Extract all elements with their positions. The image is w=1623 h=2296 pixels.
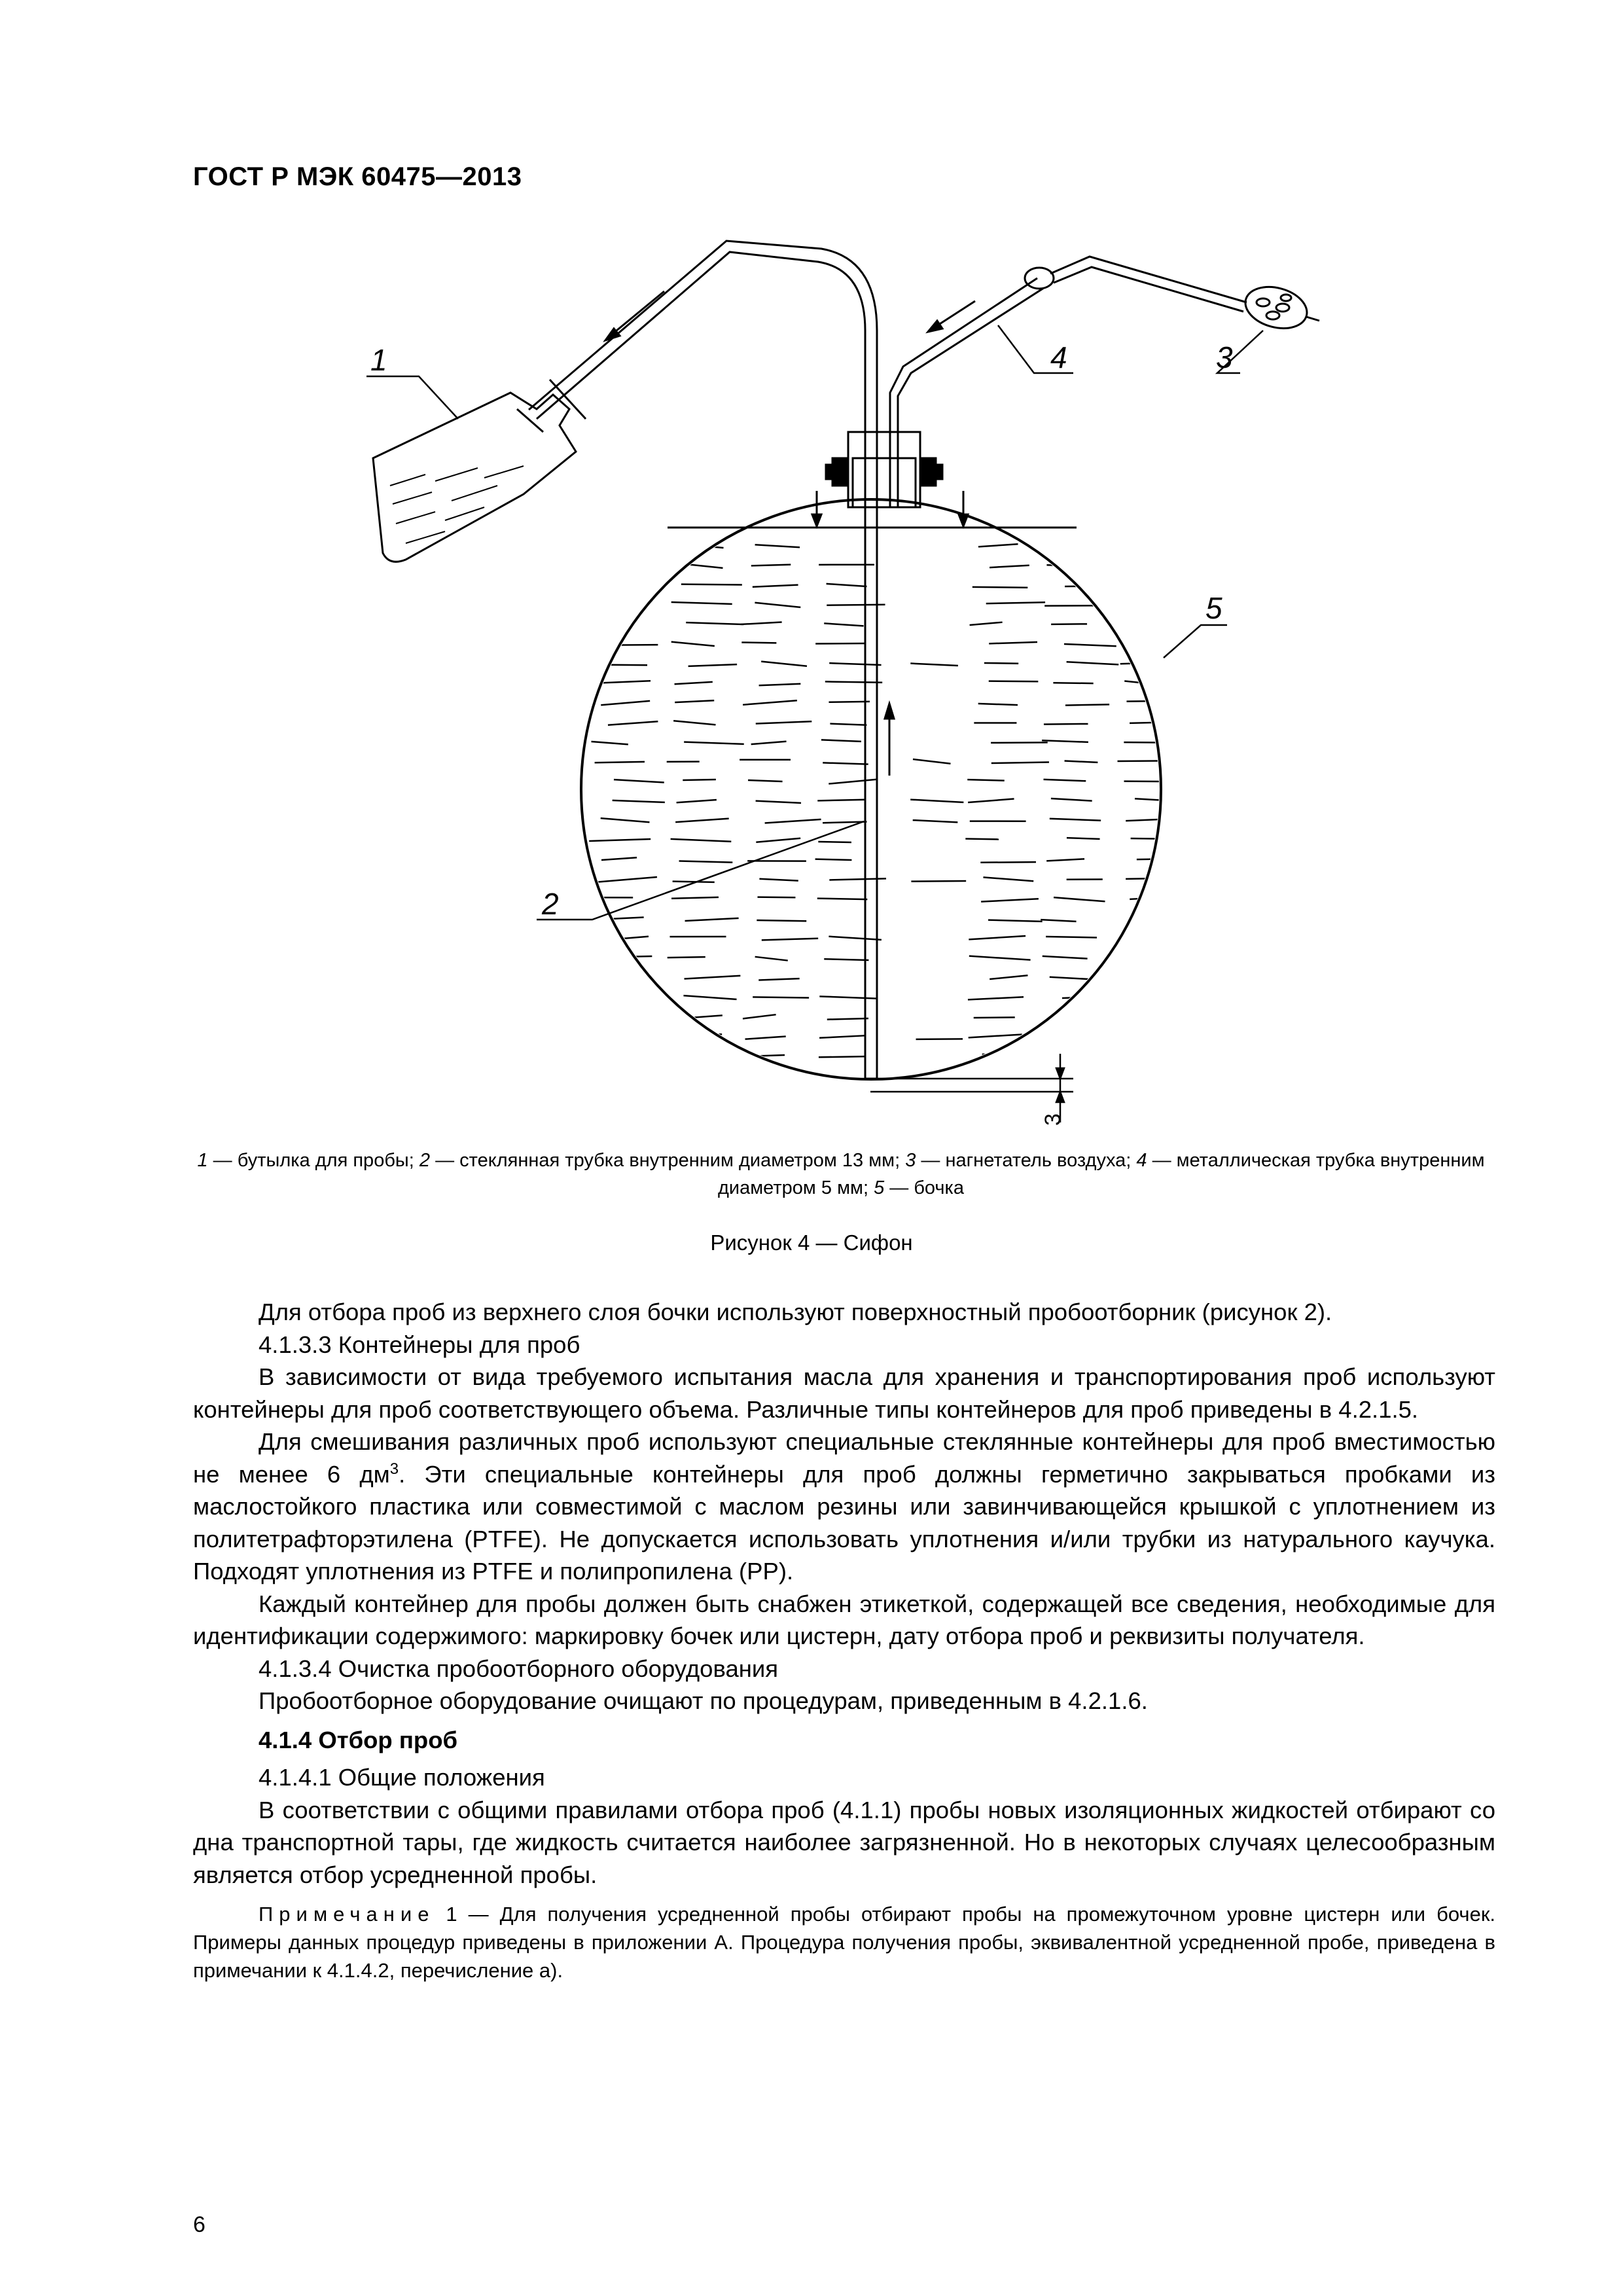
liquid-dash [671,897,719,899]
liquid-dash [594,977,641,979]
liquid-dash [990,975,1027,979]
liquid-dash [815,859,852,860]
flow-arrow-up [885,704,894,776]
liquid-dash [829,937,881,940]
liquid-dash [591,742,628,744]
paragraph: Для отбора проб из верхнего слоя бочки используют поверхностный пробоотборник (рисунок 2). [259,1299,1332,1325]
liquid-dash [671,602,732,604]
liquid-dash [601,701,650,705]
liquid-dash [1044,724,1088,725]
liquid-dash [592,918,644,920]
bottom-gap-dimension [870,1054,1073,1122]
liquid-dash [609,956,652,957]
liquid-dash [756,838,800,842]
liquid-dash [1120,663,1159,664]
liquid-dash [830,724,866,725]
liquid-dash [1133,564,1169,565]
liquid-dash [613,800,665,802]
liquid-dash [827,1018,868,1020]
liquid-dash [675,819,729,822]
liquid-dash [589,839,651,841]
liquid-dash [755,957,788,961]
leader-lines [366,325,1263,920]
liquid-dash [755,545,800,547]
liquid-dash [819,1035,866,1038]
liquid-dash [965,838,999,839]
liquid-dash [684,742,744,744]
liquid-dash [756,721,812,723]
section-heading: 4.1.4 Отбор проб [259,1726,458,1753]
liquid-dash [969,936,1026,939]
liquid-dash [1054,1014,1095,1018]
figure-title: Рисунок 4 — Сифон [710,1230,913,1255]
liquid-dash [602,544,651,545]
liquid-dash [824,959,868,960]
glass-tube [529,241,877,1079]
label-3: 3 [1216,340,1233,374]
liquid-dash [1063,1038,1116,1039]
liquid-dash [1065,704,1109,705]
liquid-dash [679,861,733,863]
gap-dim-label: 3 [1041,1113,1065,1126]
liquid-dash [968,997,1024,999]
liquid-dash [601,857,637,860]
liquid-dash [1116,624,1171,626]
liquid-dash [681,584,742,585]
liquid-dash [765,819,821,823]
liquid-dash [1141,544,1202,546]
subsection-heading: 4.1.4.1 Общие положения [259,1764,545,1791]
liquid-dash [1139,603,1178,606]
liquid-dash [1129,1017,1169,1018]
liquid-dash [829,663,881,665]
liquid-dash [989,681,1039,682]
liquid-dash [600,665,647,666]
liquid-dash [608,721,658,725]
liquid-dash [913,820,958,822]
liquid-dash [743,700,797,705]
liquid-dash [1043,956,1088,959]
liquid-dash [762,939,818,941]
liquid-dash [986,602,1045,603]
liquid-dash [1064,644,1116,646]
liquid-dash [968,799,1014,803]
liquid-dash [683,996,736,999]
liquid-dash [685,976,741,979]
liquid-dash [1041,920,1076,922]
liquid-dash [1055,543,1102,544]
liquid-dash [1135,798,1177,801]
paragraph: В зависимости от вида требуемого испытания масла для хранения и транспортирования проб используют контейнеры для проб соответствующего объема. Различные типы контейнеров для проб приведены в 4.2.1.5. [193,1363,1495,1423]
liquid-dash [601,1018,662,1020]
liquid-dash [1067,838,1100,839]
liquid-dash [757,920,806,921]
drum-bung [826,432,942,507]
liquid-dash [1133,646,1180,647]
liquid-dash [990,565,1029,567]
liquid-dash [686,622,743,624]
liquid-dash [1044,780,1086,781]
liquid-dash [972,587,1027,588]
liquid-dash [1042,740,1088,742]
liquid-dash [913,759,951,764]
liquid-dash [612,1055,651,1056]
paragraph: В соответствии с общими правилами отбора проб (4.1.1) пробы новых изоляционных жидкостей отбирают со дна транспортной тары, где жидкость считается наиболее загрязненной. Но в некоторых случаях целесообразным является отбор усредненной пробы. [193,1796,1495,1888]
liquid-dash [989,642,1037,643]
liquid-dash [978,704,1018,705]
liquid-dash [1126,878,1163,879]
liquid-dash [668,957,705,958]
liquid-dash [969,956,1031,960]
liquid-dash [980,862,1036,863]
liquid-dash [590,681,651,683]
liquid-dash [685,918,739,921]
sample-bottle [373,380,586,562]
liquid-dash [740,1055,785,1056]
liquid-dash [974,1017,1015,1018]
liquid-dash [991,742,1048,743]
liquid-dash [761,662,807,666]
liquid-dash [1126,819,1161,821]
liquid-dash [751,742,787,744]
liquid-dash [756,801,801,803]
liquid-dash [1130,897,1169,899]
liquid-dash [675,700,714,702]
liquid-dash [824,623,863,626]
liquid-dash [758,978,799,980]
liquid-dash [829,780,877,784]
liquid-dash [688,664,738,666]
liquid-dash [741,642,776,643]
liquid-dash [748,780,783,781]
liquid-dash [592,584,626,586]
liquid-dash [1120,1054,1160,1058]
flow-arrow-metal [928,301,975,332]
liquid-dash [984,663,1018,664]
liquid-dash [677,800,717,802]
label-1: 1 [370,343,387,377]
liquid-dash [910,664,958,666]
liquid-dash [1065,761,1098,762]
liquid-dash [601,818,650,822]
liquid-dash [817,800,865,801]
liquid-dash [988,920,1043,922]
liquid-dash [673,721,715,725]
liquid-dash [970,622,1003,625]
paragraph: Каждый контейнер для пробы должен быть снабжен этикеткой, содержащей все сведения, необходимые для идентификации содержимого: маркировку бочек или цистерн, дату отбора проб и реквизиты получателя. [193,1590,1495,1649]
liquid-dash [1046,937,1097,938]
liquid-dash [1062,1054,1113,1057]
liquid-dash [759,879,798,881]
liquid-dash [825,681,882,682]
liquid-dash [755,603,800,607]
liquid-dash [751,565,791,566]
liquid-dash [1067,662,1119,664]
liquid-dash [821,740,861,741]
liquid-dash [827,584,867,586]
air-pump [1241,281,1319,335]
liquid-dash [1062,996,1107,998]
liquid-dash [1141,916,1182,920]
liquid-dash [590,622,625,624]
label-2: 2 [542,887,559,921]
paragraph: Пробоотборное оборудование очищают по процедурам, приведенным в 4.2.1.6. [259,1687,1148,1714]
liquid-dash [823,762,868,764]
liquid-dash [819,996,877,998]
liquid-dash [1051,798,1092,801]
drum-body [581,499,1202,1079]
liquid-dash [753,585,798,587]
liquid-dash [819,1056,865,1057]
liquid-dash [969,1034,1022,1037]
liquid-dash [759,684,801,685]
figure-caption: 1 — бутылка для пробы; 2 — стеклянная трубка внутренним диаметром 13 мм; 3 — нагнетатель воздуха; 4 — металлическая трубка внутренним диаметром 5 мм; 5 — бочка [197,1150,1485,1198]
liquid-dash [741,622,782,624]
subsection-heading: 4.1.3.4 Очистка пробоотборного оборудования [259,1655,779,1682]
liquid-dash [983,877,1033,881]
liquid-dash [1046,859,1084,861]
liquid-dash [911,881,966,882]
metal-tube [890,257,1247,507]
subsection-heading: 4.1.3.3 Контейнеры для проб [259,1331,580,1358]
liquid-dash [745,1037,786,1039]
liquid-dash [1050,819,1101,821]
label-4: 4 [1050,340,1067,374]
note: Примечание 1 — Для получения усредненной пробы отбирают пробы на промежуточном уровне цистерн или бочек. Примеры данных процедур приведены в приложении А. Процедура получения пробы, эквивалентной усредненной пробе, приведена в примечании к 4.1.4.2, перечисление а). [193,1903,1495,1982]
document-body [193,1296,1495,1984]
liquid-dash [743,1014,776,1018]
page-number: 6 [193,2212,205,2237]
liquid-dash [1126,701,1162,702]
liquid-dash [981,899,1039,901]
liquid-dash [1054,897,1105,901]
liquid-dash [910,800,963,802]
document-header: ГОСТ Р МЭК 60475—2013 [193,162,522,191]
liquid-dash [597,877,657,882]
label-5: 5 [1205,591,1222,625]
liquid-dash [757,897,795,898]
liquid-dash [675,682,713,684]
paragraph: Для смешивания различных проб используют специальные стеклянные контейнеры для проб вместимостью не менее 6 $дм^3$. Эти специальные контейнеры для проб должны герметично закрываться пробками из маслостойкого пластика или совместимой с маслом резины или завинчивающейся крышкой с уплотнением из политетрафторэтилена (PTFE). Не допускается использовать уплотнения и/или трубки из натурального каучука. Подходят уплотнения из PTFE и полипропилена (PP). [193,1428,1495,1585]
liquid-dash [671,839,732,842]
liquid-dash [603,1035,643,1036]
liquid-dash [671,642,715,646]
liquid-dash [614,780,664,782]
liquid-dash [1133,956,1178,960]
liquid-dash [978,544,1018,547]
liquid-dash [991,762,1049,763]
